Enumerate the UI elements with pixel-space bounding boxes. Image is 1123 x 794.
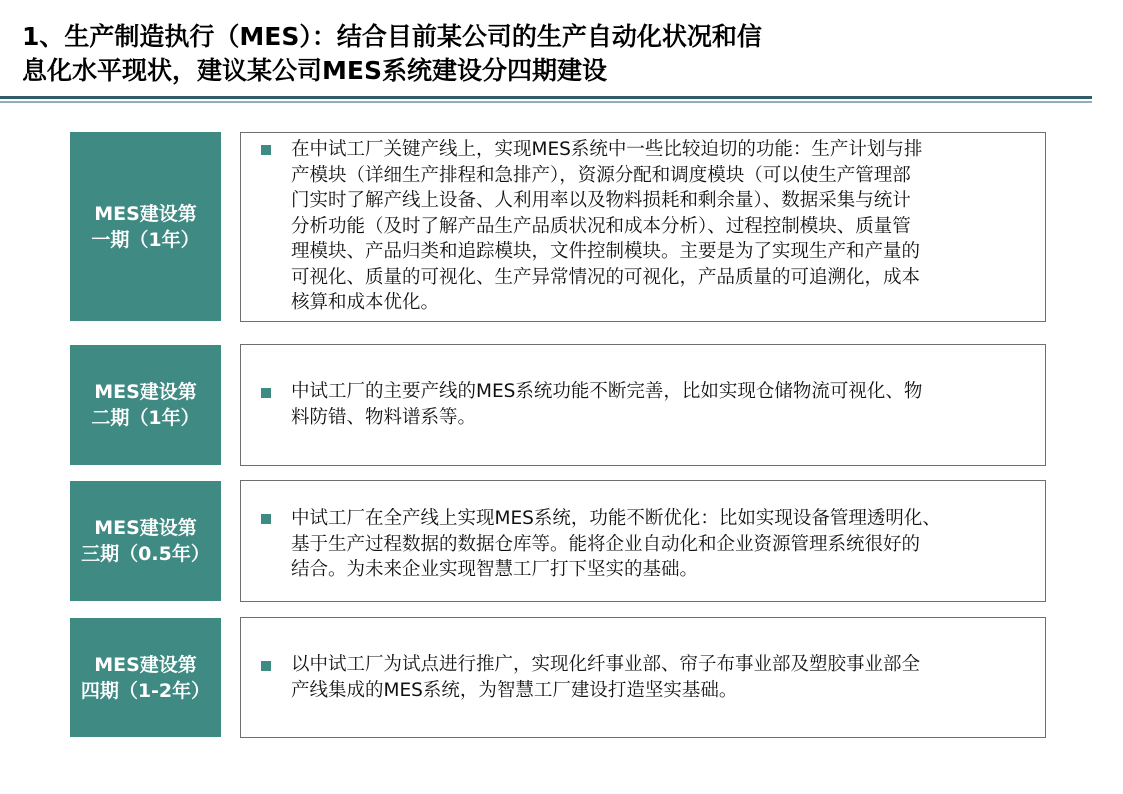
phase-3-text-line: 中试工厂在全产线上实现MES系统，功能不断优化：比如实现设备管理透明化、 — [291, 508, 941, 529]
title-divider-light — [0, 101, 1092, 103]
phase-3-label-line-2: 三期（0.5年） — [81, 543, 210, 565]
square-bullet-icon — [261, 661, 271, 671]
phase-4-label-line-2: 四期（1-2年） — [80, 679, 211, 702]
page-title-line-2: 息化水平现状，建议某公司MES系统建设分四期建设 — [22, 56, 607, 85]
phase-1-text-line: 门实时了解产线上设备、人利用率以及物料损耗和剩余量）、数据采集与统计 — [291, 190, 911, 211]
phase-3-text-line: 基于生产过程数据的数据仓库等。能将企业自动化和企业资源管理系统很好的 — [291, 533, 921, 555]
phase-3-label — [70, 481, 221, 601]
phase-1-label — [70, 132, 221, 321]
phase-1-text-line: 可视化、质量的可视化、生产异常情况的可视化，产品质量的可追溯化，成本 — [291, 266, 921, 288]
phase-4-description-box — [240, 617, 1046, 738]
phase-1-text-line: 产模块（详细生产排程和急排产），资源分配和调度模块（可以使生产管理部 — [291, 164, 911, 186]
phase-1-text-line: 在中试工厂关键产线上，实现MES系统中一些比较迫切的功能：生产计划与排 — [291, 139, 923, 160]
phase-2-description — [291, 379, 1035, 430]
square-bullet-icon — [261, 145, 271, 155]
phase-4-label — [70, 618, 221, 737]
phase-2-text-line: 料防错、物料谱系等。 — [291, 406, 477, 428]
phase-3-text-line: 结合。为未来企业实现智慧工厂打下坚实的基础。 — [291, 559, 699, 580]
phase-1-description — [291, 137, 1035, 316]
phase-4-text-line: 产线集成的MES系统，为智慧工厂建设打造坚实基础。 — [291, 679, 738, 701]
phase-4-text-line: 以中试工厂为试点进行推广，实现化纤事业部、帘子布事业部及塑胶事业部全 — [291, 654, 921, 675]
phase-1-text-line: 核算和成本优化。 — [291, 292, 440, 313]
phase-4-label-line-1: MES建设第 — [94, 653, 197, 676]
phase-3-description-box — [240, 480, 1046, 602]
phase-1-label-line-2: 一期（1年） — [91, 228, 200, 251]
phase-1-label-line-1: MES建设第 — [94, 202, 197, 225]
phase-3-label-line-1: MES建设第 — [94, 517, 197, 539]
phase-1-description-box — [240, 132, 1046, 322]
phase-2-label-line-1: MES建设第 — [94, 381, 197, 403]
title-divider-dark — [0, 96, 1092, 99]
phase-2-label-line-2: 二期（1年） — [91, 407, 200, 429]
square-bullet-icon — [261, 388, 271, 398]
phase-3-description — [291, 506, 1035, 583]
phase-2-label — [70, 345, 221, 465]
phase-1-text-line: 分析功能（及时了解产品生产品质状况和成本分析）、过程控制模块、质量管 — [291, 215, 911, 237]
phase-4-description — [291, 652, 1035, 703]
phase-2-description-box — [240, 344, 1046, 466]
page-title — [22, 20, 1082, 88]
phase-2-text-line: 中试工厂的主要产线的MES系统功能不断完善，比如实现仓储物流可视化、物 — [291, 381, 923, 402]
square-bullet-icon — [261, 514, 271, 524]
phase-1-text-line: 理模块、产品归类和追踪模块，文件控制模块。主要是为了实现生产和产量的 — [291, 241, 921, 262]
page-title-line-1: 1、生产制造执行（MES）：结合目前某公司的生产自动化状况和信 — [22, 22, 762, 51]
